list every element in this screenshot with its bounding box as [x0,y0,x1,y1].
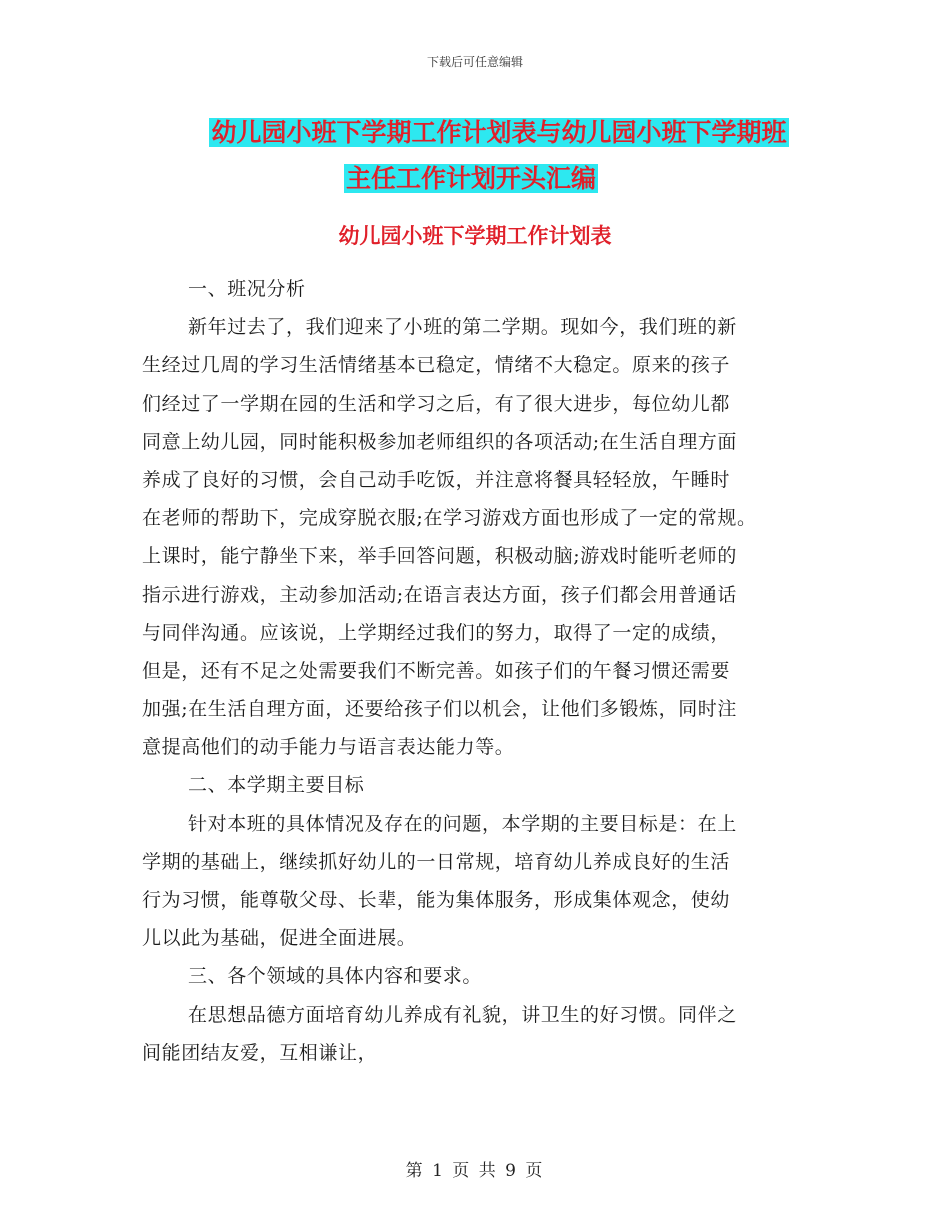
text-line: 间能团结友爱，互相谦让， [142,1041,378,1064]
text-line: 学期的基础上，继续抓好幼儿的一日常规，培育幼儿养成良好的生活 [142,850,731,873]
text-line: 同意上幼儿园，同时能积极参加老师组织的各项活动;在生活自理方面 [142,430,738,453]
section-title: 幼儿园小班下学期工作计划表 [338,224,612,248]
text-line: 指示进行游戏，主动参加活动;在语言表达方面，孩子们都会用普通话 [142,583,738,606]
heading-main-goals: 二、本学期主要目标 [188,774,365,797]
text-line: 儿以此为基础，促进全面进展。 [142,927,417,950]
body-text [142,270,822,1072]
text-line: 与同伴沟通。应该说，上学期经过我们的努力，取得了一定的成绩， [142,621,731,644]
text-line: 新年过去了，我们迎来了小班的第二学期。现如今，我们班的新 [188,316,737,339]
heading-domains: 三、各个领域的具体内容和要求。 [188,965,483,988]
heading-class-analysis: 一、班况分析 [188,278,306,300]
text-line: 在思想品德方面培育幼儿养成有礼貌，讲卫生的好习惯。同伴之 [188,1003,737,1026]
title-line-2: 主任工作计划开头汇编 [345,164,596,193]
title-line-1: 幼儿园小班下学期工作计划表与幼儿园小班下学期班 [211,118,787,147]
text-line: 加强;在生活自理方面，还要给孩子们以机会，让他们多锻炼，同时注 [142,698,738,721]
text-line: 针对本班的具体情况及存在的问题，本学期的主要目标是：在上 [188,812,737,835]
page-footer: 第 1 页 共 9 页 [405,1161,545,1181]
text-line: 在老师的帮助下，完成穿脱衣服;在学习游戏方面也形成了一定的常规。 [142,507,757,530]
text-line: 行为习惯，能尊敬父母、长辈，能为集体服务，形成集体观念，使幼 [142,889,731,911]
text-line: 生经过几周的学习生活情绪基本已稳定，情绪不大稳定。原来的孩子 [142,354,731,377]
text-line: 意提高他们的动手能力与语言表达能力等。 [142,736,515,759]
document-title [0,110,950,202]
text-line: 上课时，能宁静坐下来，举手回答问题，积极动脑;游戏时能听老师的 [142,545,738,568]
text-line: 养成了良好的习惯，会自己动手吃饭，并注意将餐具轻轻放，午睡时 [142,468,731,491]
header-note: 下载后可任意编辑 [426,55,523,69]
text-line: 们经过了一学期在园的生活和学习之后，有了很大进步，每位幼儿都 [142,392,731,415]
text-line: 但是，还有不足之处需要我们不断完善。如孩子们的午餐习惯还需要 [142,659,731,682]
